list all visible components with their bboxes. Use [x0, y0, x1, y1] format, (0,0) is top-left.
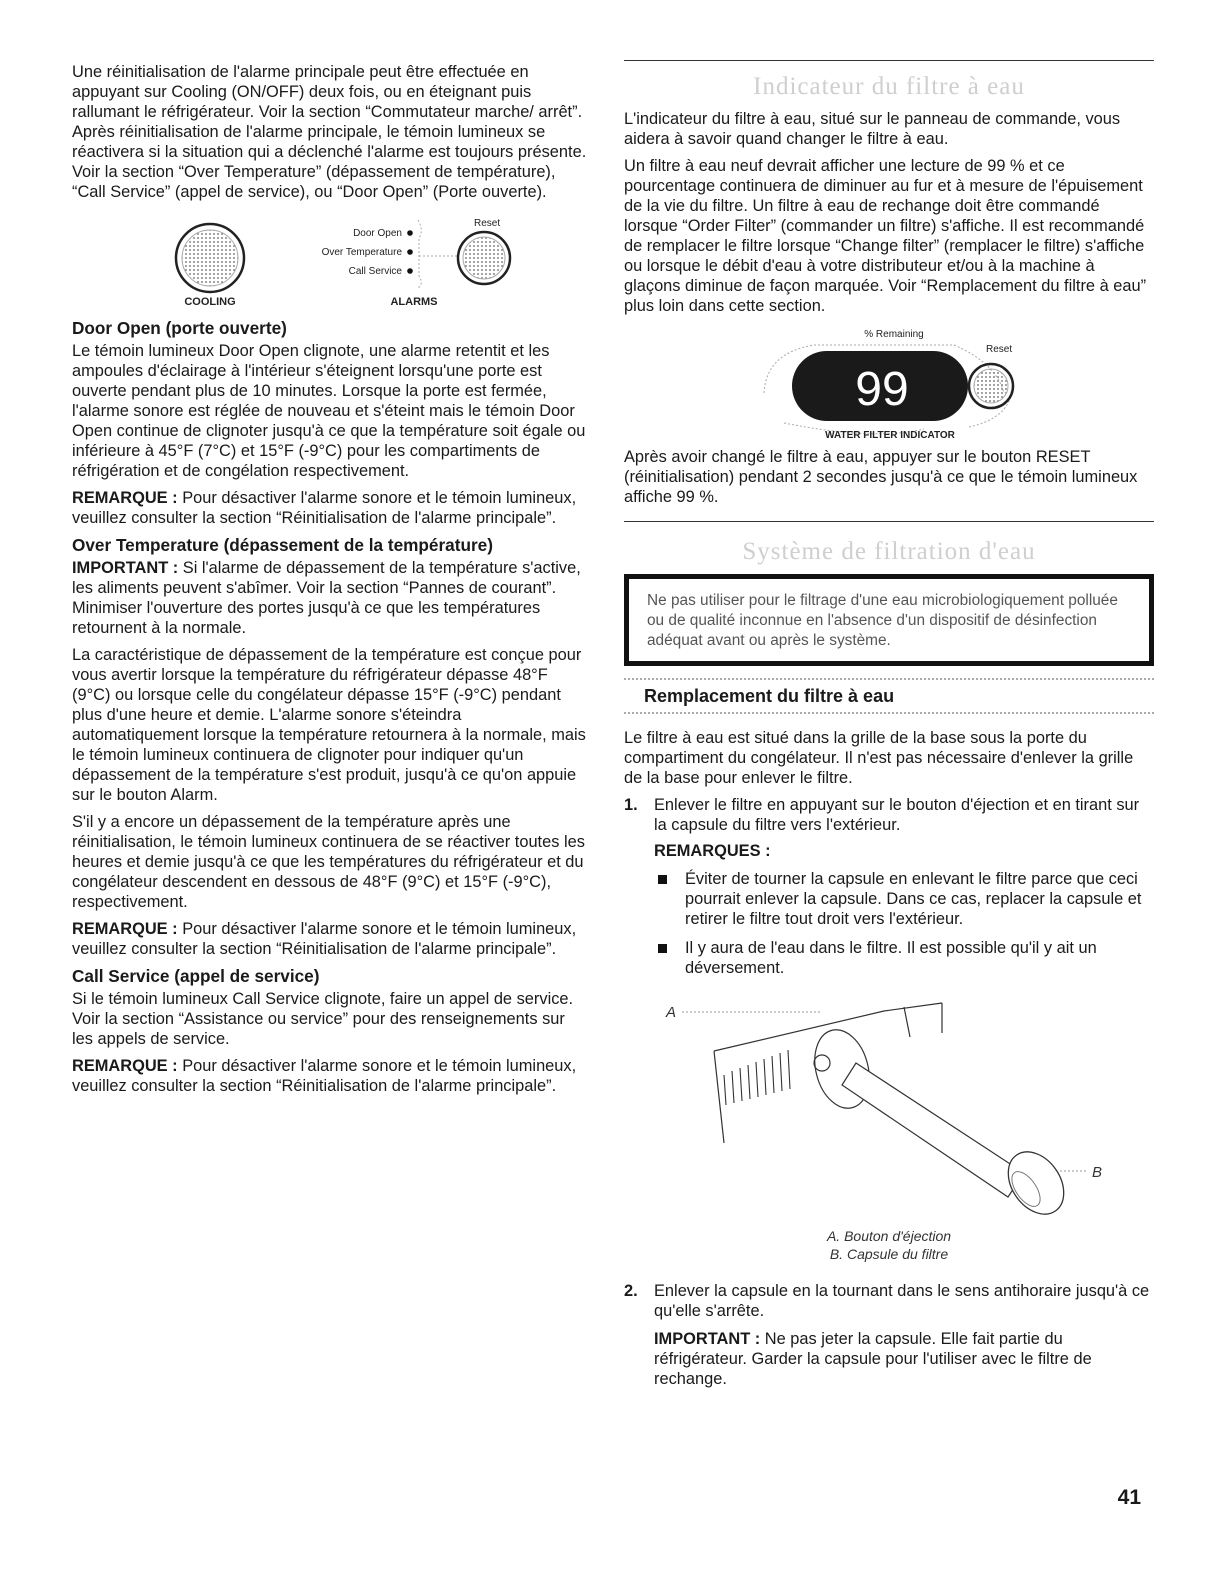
- filter-percentage-value: 99: [855, 363, 909, 416]
- remarques-list: [654, 869, 1154, 978]
- note-1: [72, 488, 590, 528]
- filter-removal-illustration: [624, 993, 1154, 1219]
- bullet-2-text: Il y aura de l'eau dans le filtre. Il est possible qu'il y ait un déversement.: [685, 939, 1097, 977]
- bullet-icon: [658, 944, 667, 953]
- water-filter-indicator-label: WATER FILTER INDICATOR: [825, 430, 955, 441]
- alarm-panel-illustration: [72, 216, 590, 308]
- over-temperature-paragraph-2: S'il y a encore un dépassement de la température après une réinitialisation, le témoin lumineux continuera de se réactiver toutes les heures et demie jusqu'à ce que les températures du réfrigérateur et du congélateur descendent en dessous de 48°F (9°C) et 15°F (-9°C), respectivement.: [72, 813, 585, 911]
- over-temperature-important: [72, 558, 590, 638]
- over-temperature-paragraph-1: La caractéristique de dépassement de la température est conçue pour vous avertir lorsque la température du réfrigérateur dépasse 48°F (9°C) ou lorsque celle du congélateur dépasse 15°F (-9°C) pendant plus d'une heure et demie. L'alarme sonore s'éteindra automatiquement lorsque la température retournera à la normale, mais le témoin lumineux continuera de clignoter pour indiquer qu'un dépassement de la température s'est produit, jusqu'à ce qu'on appuie sur le bouton Alarm.: [72, 646, 586, 804]
- important-label: IMPORTANT :: [72, 559, 179, 577]
- remaining-label: % Remaining: [864, 329, 924, 340]
- bracket-line: [418, 220, 458, 288]
- replace-filter-intro: Le filtre à eau est situé dans la grille de la base sous la porte du compartiment du congélateur. Il n'est pas nécessaire d'enlever la grille de la base pour enlever le filtre.: [624, 729, 1134, 787]
- left-column: [72, 62, 590, 1103]
- step-1-text: Enlever le filtre en appuyant sur le bouton d'éjection et en tirant sur la capsule du filtre vers l'extérieur.: [654, 796, 1140, 834]
- alarms-label: ALARMS: [390, 296, 438, 308]
- subheading-rule-bottom: [624, 712, 1154, 714]
- filter-cap[interactable]: [997, 1141, 1075, 1219]
- note-1-text: Pour désactiver l'alarme sonore et le témoin lumineux, veuillez consulter la section “Réinitialisation de l'alarme principale”.: [72, 489, 577, 527]
- eject-button[interactable]: [814, 1055, 830, 1071]
- step-2: [624, 1281, 1154, 1396]
- note-2-label: REMARQUE :: [72, 920, 178, 938]
- indicator-paragraph-3: Après avoir changé le filtre à eau, appuyer sur le bouton RESET (réinitialisation) pendant 2 secondes jusqu'à ce que le témoin lumineux affiche 99 %.: [624, 448, 1138, 506]
- list-item: [654, 869, 1154, 929]
- call-service-text: Si le témoin lumineux Call Service clignote, faire un appel de service. Voir la section “Assistance ou service” pour des renseignements sur les appels de service.: [72, 990, 574, 1048]
- note-1-label: REMARQUE :: [72, 489, 178, 507]
- note-3-label: REMARQUE :: [72, 1057, 178, 1075]
- step-2-important-text: Ne pas jeter la capsule. Elle fait partie du réfrigérateur. Garder la capsule pour l'utiliser avec le filtre de rechange.: [654, 1330, 1092, 1388]
- page-number: 41: [1117, 1486, 1141, 1509]
- bullet-icon: [658, 875, 667, 884]
- door-open-label: Door Open: [353, 228, 402, 239]
- over-temperature-heading: Over Temperature (dépassement de la température): [72, 535, 493, 555]
- alarm-reset-button[interactable]: [458, 232, 510, 284]
- water-filter-indicator-illustration: [624, 323, 1154, 443]
- step-2-important: [654, 1329, 1154, 1389]
- filter-reset-button[interactable]: [969, 364, 1013, 408]
- replacement-steps: [624, 795, 1154, 987]
- right-column: [624, 60, 1154, 1402]
- door-open-text: Le témoin lumineux Door Open clignote, une alarme retentit et les ampoules d'éclairage à l'intérieur s'éteignent lorsqu'une porte est ouverte pendant plus de 10 minutes. Lorsque la porte est fermée, l'alarme sonore est réglée de nouveau et s'éteint mais le témoin Door Open continue de clignoter jusqu'à ce que la température soit égale ou inférieure à 45°F (7°C) et 15°F (-9°C) pour les compartiments de réfrigération et de congélation respectivement.: [72, 342, 586, 480]
- replace-filter-heading: Remplacement du filtre à eau: [644, 686, 895, 706]
- section-divider-middle: [624, 521, 1154, 522]
- door-open-led: [407, 230, 413, 236]
- note-3: [72, 1056, 590, 1096]
- filtration-system-title: Système de filtration d'eau: [742, 538, 1036, 565]
- call-service-led: [407, 268, 413, 274]
- label-a: A: [666, 1004, 677, 1021]
- water-filter-cartridge: [842, 1063, 1024, 1197]
- call-service-label: Call Service: [348, 266, 402, 277]
- caption-b: B. Capsule du filtre: [829, 1246, 949, 1262]
- section-divider-top: [624, 60, 1154, 61]
- caption-a: A. Bouton d'éjection: [826, 1228, 952, 1244]
- note-2: [72, 919, 590, 959]
- step-2-number: 2.: [624, 1282, 638, 1300]
- step-1-number: 1.: [624, 796, 638, 814]
- label-b: B: [1092, 1164, 1103, 1181]
- step-1: [624, 795, 1154, 987]
- warning-text: Ne pas utiliser pour le filtrage d'une eau microbiologiquement polluée ou de qualité inconnue en l'absence d'un dispositif de désinfection adéquat avant ou après le système.: [647, 592, 1118, 649]
- cooling-button[interactable]: [176, 224, 244, 292]
- call-service-heading: Call Service (appel de service): [72, 966, 320, 986]
- bullet-1-text: Éviter de tourner la capsule en enlevant le filtre parce que ceci pourrait enlever la capsule. Dans ce cas, replacer la capsule et retirer le filtre tout droit vers l'extérieur.: [685, 870, 1142, 928]
- over-temperature-label: Over Temperature: [321, 247, 402, 258]
- note-3-text: Pour désactiver l'alarme sonore et le témoin lumineux, veuillez consulter la section “Réinitialisation de l'alarme principale”.: [72, 1057, 577, 1095]
- warning-box: [624, 574, 1154, 666]
- indicator-paragraph-2: Un filtre à eau neuf devrait afficher une lecture de 99 % et ce pourcentage continuera de diminuer au fur et à mesure de l'épuisement de la vie du filtre. Un filtre à eau de rechange doit être commandé lorsque “Order Filter” (commander un filtre) s'affiche. Il est recommandé de remplacer le filtre lorsque “Change filter” (remplacer le filtre) s'affiche ou lorsque le débit d'eau à votre distributeur et/ou à la machine à glaçons diminue de façon marquée. Voir “Remplacement du filtre à eau” plus loin dans cette section.: [624, 157, 1147, 315]
- list-item: [654, 938, 1154, 978]
- filter-reset-label: Reset: [986, 344, 1013, 355]
- remarques-label: REMARQUES :: [654, 842, 771, 860]
- note-2-text: Pour désactiver l'alarme sonore et le témoin lumineux, veuillez consulter la section “Réinitialisation de l'alarme principale”.: [72, 920, 577, 958]
- cooling-label: COOLING: [184, 296, 236, 308]
- reset-label: Reset: [474, 218, 501, 229]
- replace-filter-banner: [624, 680, 1154, 712]
- door-open-heading: Door Open (porte ouverte): [72, 318, 287, 338]
- replacement-steps-continued: [624, 1281, 1154, 1396]
- step-2-important-label: IMPORTANT :: [654, 1330, 761, 1348]
- grille-slats: [724, 1050, 790, 1105]
- alarm-reset-intro: Une réinitialisation de l'alarme principale peut être effectuée en appuyant sur Cooling (ON/OFF) deux fois, ou en éteignant puis rallumant le réfrigérateur. Voir la section “Commutateur marche/ arrêt”. Après réinitialisation de l'alarme principale, le témoin lumineux se réactivera si la situation qui a déclenché l'alarme est toujours présente. Voir la section “Over Temperature” (dépassement de température), “Call Service” (appel de service), ou “Door Open” (Porte ouverte).: [72, 63, 587, 201]
- water-filter-indicator-title: Indicateur du filtre à eau: [753, 73, 1025, 100]
- over-temperature-important-text: Si l'alarme de dépassement de la température s'active, les aliments peuvent s'abîmer. Voir la section “Pannes de courant”. Minimiser l'ouverture des portes jusqu'à ce que les températures retournent à la normale.: [72, 559, 581, 637]
- step-2-text: Enlever la capsule en la tournant dans le sens antihoraire jusqu'à ce qu'elle s'arrête.: [654, 1282, 1150, 1320]
- indicator-paragraph-1: L'indicateur du filtre à eau, situé sur le panneau de commande, vous aidera à savoir quand changer le filtre à eau.: [624, 110, 1121, 148]
- over-temperature-led: [407, 249, 413, 255]
